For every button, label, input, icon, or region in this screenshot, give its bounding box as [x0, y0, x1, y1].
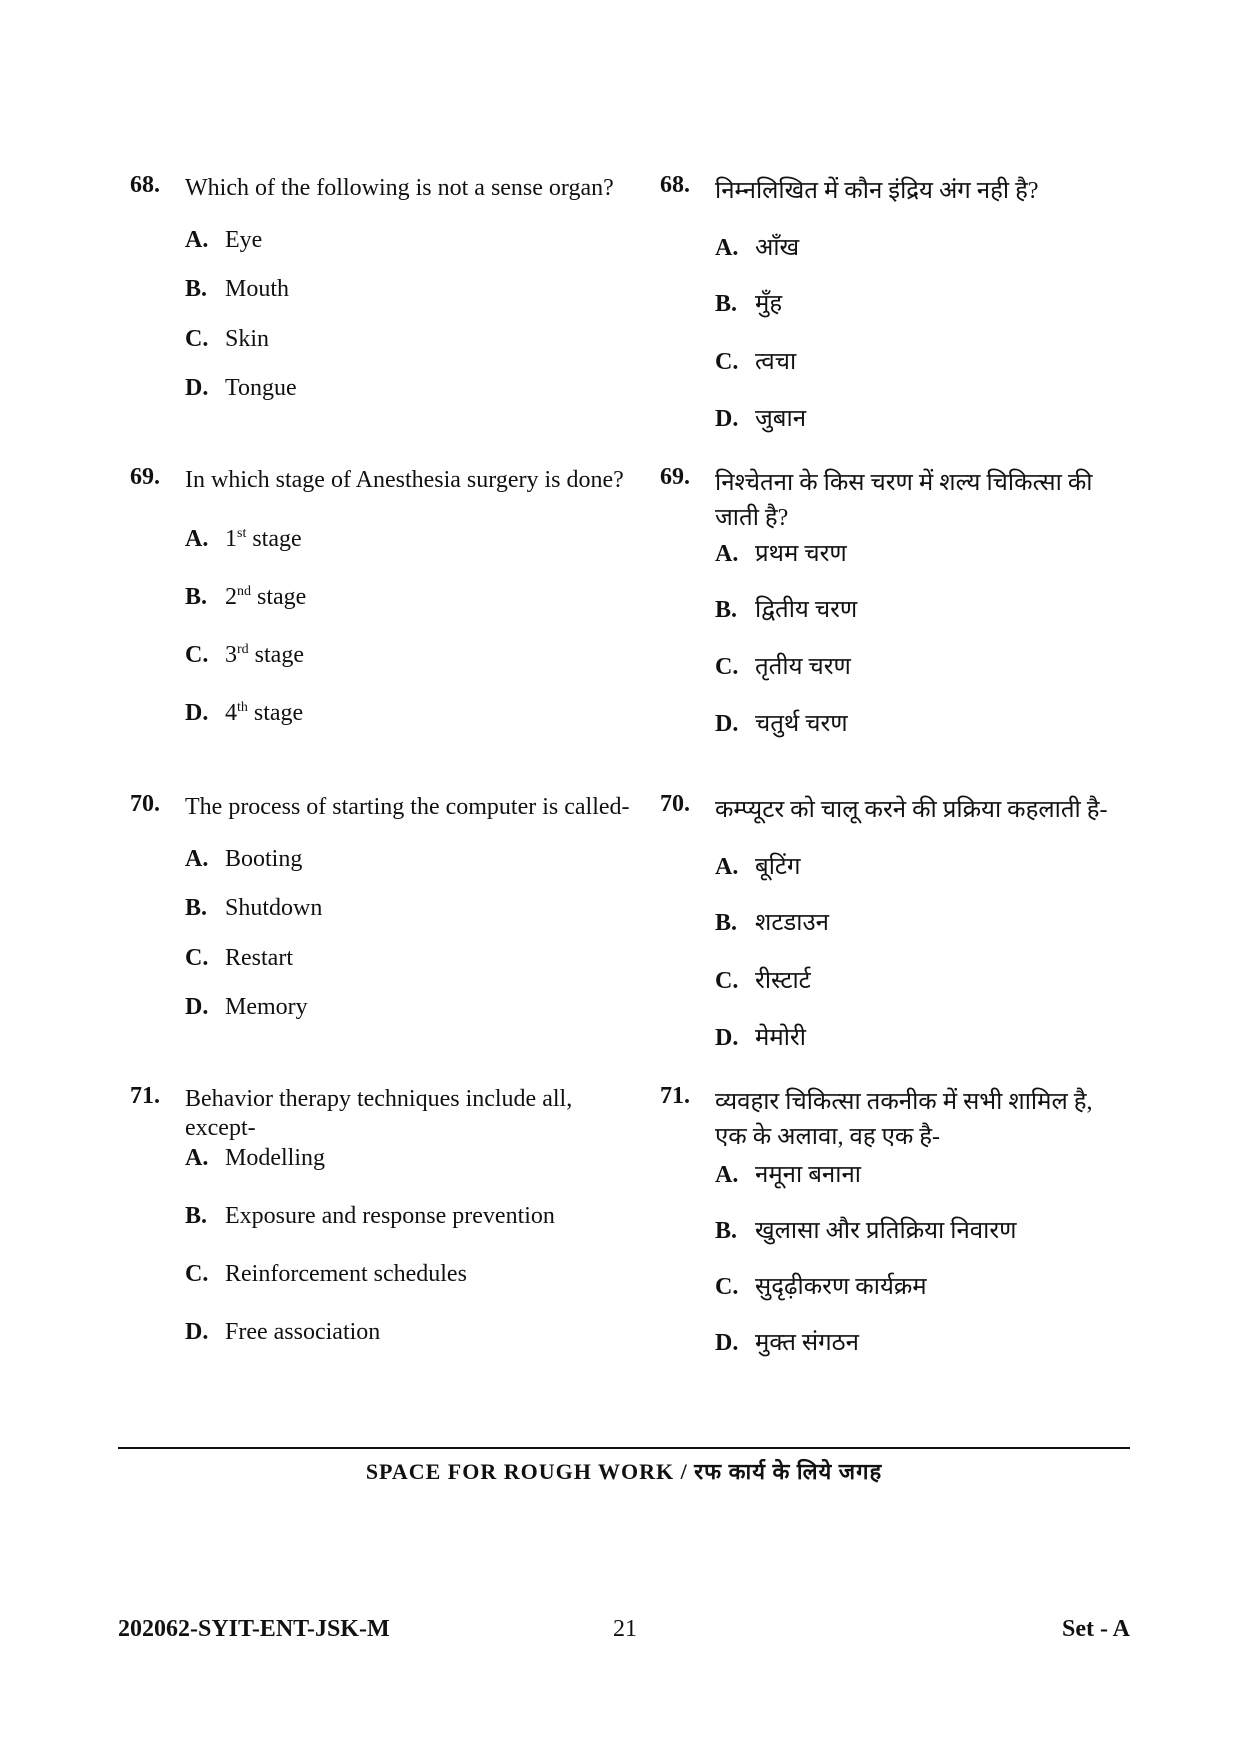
option-a [185, 1145, 325, 1172]
option-text: शटडाउन [755, 910, 829, 936]
option-label: C. [185, 945, 209, 971]
option-text: Exposure and response prevention [225, 1203, 555, 1229]
option-label: B. [185, 276, 208, 302]
option-b [185, 276, 289, 303]
option-d [185, 1319, 380, 1346]
option-value: 3 [225, 642, 237, 668]
option-c [715, 649, 851, 682]
option-text: जुबान [755, 406, 807, 432]
option-d [715, 401, 806, 434]
option-d [185, 375, 297, 402]
option-b [715, 905, 829, 938]
option-suffix: nd [237, 584, 251, 599]
option-label: C. [715, 349, 739, 375]
option-text: Tongue [225, 375, 297, 401]
option-b [715, 1213, 1017, 1246]
option-text: Free association [225, 1319, 381, 1345]
option-label: A. [185, 227, 209, 253]
option-text: बूटिंग [755, 854, 801, 880]
question-number: 69. [130, 464, 160, 490]
option-c [715, 344, 796, 377]
option-a [185, 227, 262, 254]
option-value: 4 [225, 700, 237, 726]
paper-code: 202062-SYIT-ENT-JSK-M [118, 1616, 390, 1642]
option-label: B. [185, 584, 208, 610]
option-suffix: st [237, 526, 247, 541]
question-number: 68. [130, 172, 160, 198]
question-number: 68. [660, 172, 690, 198]
question-text: निश्चेतना के किस चरण में शल्य चिकित्सा की जाती है? [715, 470, 1093, 531]
option-label: A. [715, 541, 739, 567]
option-d [715, 1020, 806, 1053]
option-b [185, 584, 306, 611]
option-text: Booting [225, 846, 303, 872]
option-text: Mouth [225, 276, 290, 302]
option-c [185, 945, 293, 972]
option-a [715, 849, 801, 882]
option-text: तृतीय चरण [755, 654, 851, 680]
question-number: 70. [660, 791, 690, 817]
option-text: Reinforcement schedules [225, 1261, 467, 1287]
option-suffix: th [237, 700, 248, 715]
option-a [715, 230, 799, 263]
option-c [715, 1269, 927, 1302]
rough-work-heading: SPACE FOR ROUGH WORK / रफ कार्य के लिये जगह [365, 1459, 883, 1484]
option-b [185, 1203, 555, 1230]
option-label: D. [185, 700, 209, 726]
option-d [715, 1325, 859, 1358]
question-text: Behavior therapy techniques include all, except- [185, 1086, 573, 1141]
option-label: A. [715, 854, 739, 880]
option-label: D. [715, 1025, 739, 1051]
option-text: Modelling [225, 1145, 325, 1171]
set-label: Set - A [1062, 1616, 1130, 1642]
option-text: त्वचा [755, 349, 797, 375]
option-text: Memory [225, 994, 308, 1020]
option-text: सुदृढ़ीकरण कार्यक्रम [755, 1274, 927, 1300]
option-label: D. [715, 1330, 739, 1356]
option-c [185, 1261, 467, 1288]
question-text: Which of the following is not a sense organ? [185, 175, 614, 201]
option-text: नमूना बनाना [755, 1162, 861, 1188]
option-label: A. [185, 526, 209, 552]
option-text: stage [248, 642, 304, 668]
question-number: 69. [660, 464, 690, 490]
option-text: stage [247, 700, 304, 726]
option-c [185, 642, 304, 669]
question-text: व्यवहार चिकित्सा तकनीक में सभी शामिल है, एक के अलावा, वह एक है- [715, 1089, 1093, 1150]
question-number: 70. [130, 791, 160, 817]
option-suffix: rd [237, 642, 249, 657]
option-d [185, 994, 308, 1021]
option-text: प्रथम चरण [755, 541, 847, 567]
option-label: A. [715, 1162, 739, 1188]
option-label: B. [715, 1218, 738, 1244]
option-label: B. [185, 895, 208, 921]
option-label: B. [715, 597, 738, 623]
option-text: मुक्त संगठन [755, 1330, 859, 1356]
option-label: B. [185, 1203, 208, 1229]
option-label: C. [715, 654, 739, 680]
option-text: Restart [225, 945, 293, 971]
option-c [715, 963, 811, 996]
option-label: C. [715, 1274, 739, 1300]
option-label: C. [185, 642, 209, 668]
question-text: कम्प्यूटर को चालू करने की प्रक्रिया कहलाती है- [715, 797, 1108, 823]
option-text: stage [251, 584, 307, 610]
option-label: D. [715, 406, 739, 432]
option-text: stage [246, 526, 302, 552]
option-a [185, 526, 302, 553]
option-b [185, 895, 322, 922]
question-text: In which stage of Anesthesia surgery is done? [185, 467, 624, 493]
option-d [185, 700, 303, 727]
question-text: The process of starting the computer is called- [185, 794, 630, 820]
option-text: मुँह [755, 291, 783, 317]
option-c [185, 326, 269, 353]
option-text: द्वितीय चरण [755, 597, 858, 623]
option-label: D. [715, 711, 739, 737]
question-number: 71. [130, 1083, 160, 1109]
option-b [715, 286, 782, 319]
option-label: C. [715, 968, 739, 994]
option-label: A. [715, 235, 739, 261]
option-text: खुलासा और प्रतिक्रिया निवारण [755, 1218, 1017, 1244]
option-label: D. [185, 1319, 209, 1345]
option-value: 2 [225, 584, 237, 610]
option-label: D. [185, 994, 209, 1020]
option-label: B. [715, 291, 738, 317]
option-d [715, 706, 848, 739]
option-label: C. [185, 1261, 209, 1287]
option-text: आँख [755, 235, 800, 261]
option-text: Skin [225, 326, 270, 352]
page-number: 21 [613, 1616, 637, 1642]
option-label: B. [715, 910, 738, 936]
option-text: रीस्टार्ट [755, 968, 811, 994]
option-text: Eye [225, 227, 263, 253]
option-text: मेमोरी [755, 1025, 806, 1051]
option-text: चतुर्थ चरण [755, 711, 848, 737]
option-label: C. [185, 326, 209, 352]
question-number: 71. [660, 1083, 690, 1109]
option-a [715, 1157, 861, 1190]
option-label: D. [185, 375, 209, 401]
option-a [185, 846, 302, 873]
option-value: 1 [225, 526, 237, 552]
option-label: A. [185, 1145, 209, 1171]
divider [118, 1447, 1130, 1449]
option-text: Shutdown [225, 895, 323, 921]
option-b [715, 592, 857, 625]
option-a [715, 536, 847, 569]
option-label: A. [185, 846, 209, 872]
question-text: निम्नलिखित में कौन इंद्रिय अंग नही है? [715, 178, 1039, 204]
